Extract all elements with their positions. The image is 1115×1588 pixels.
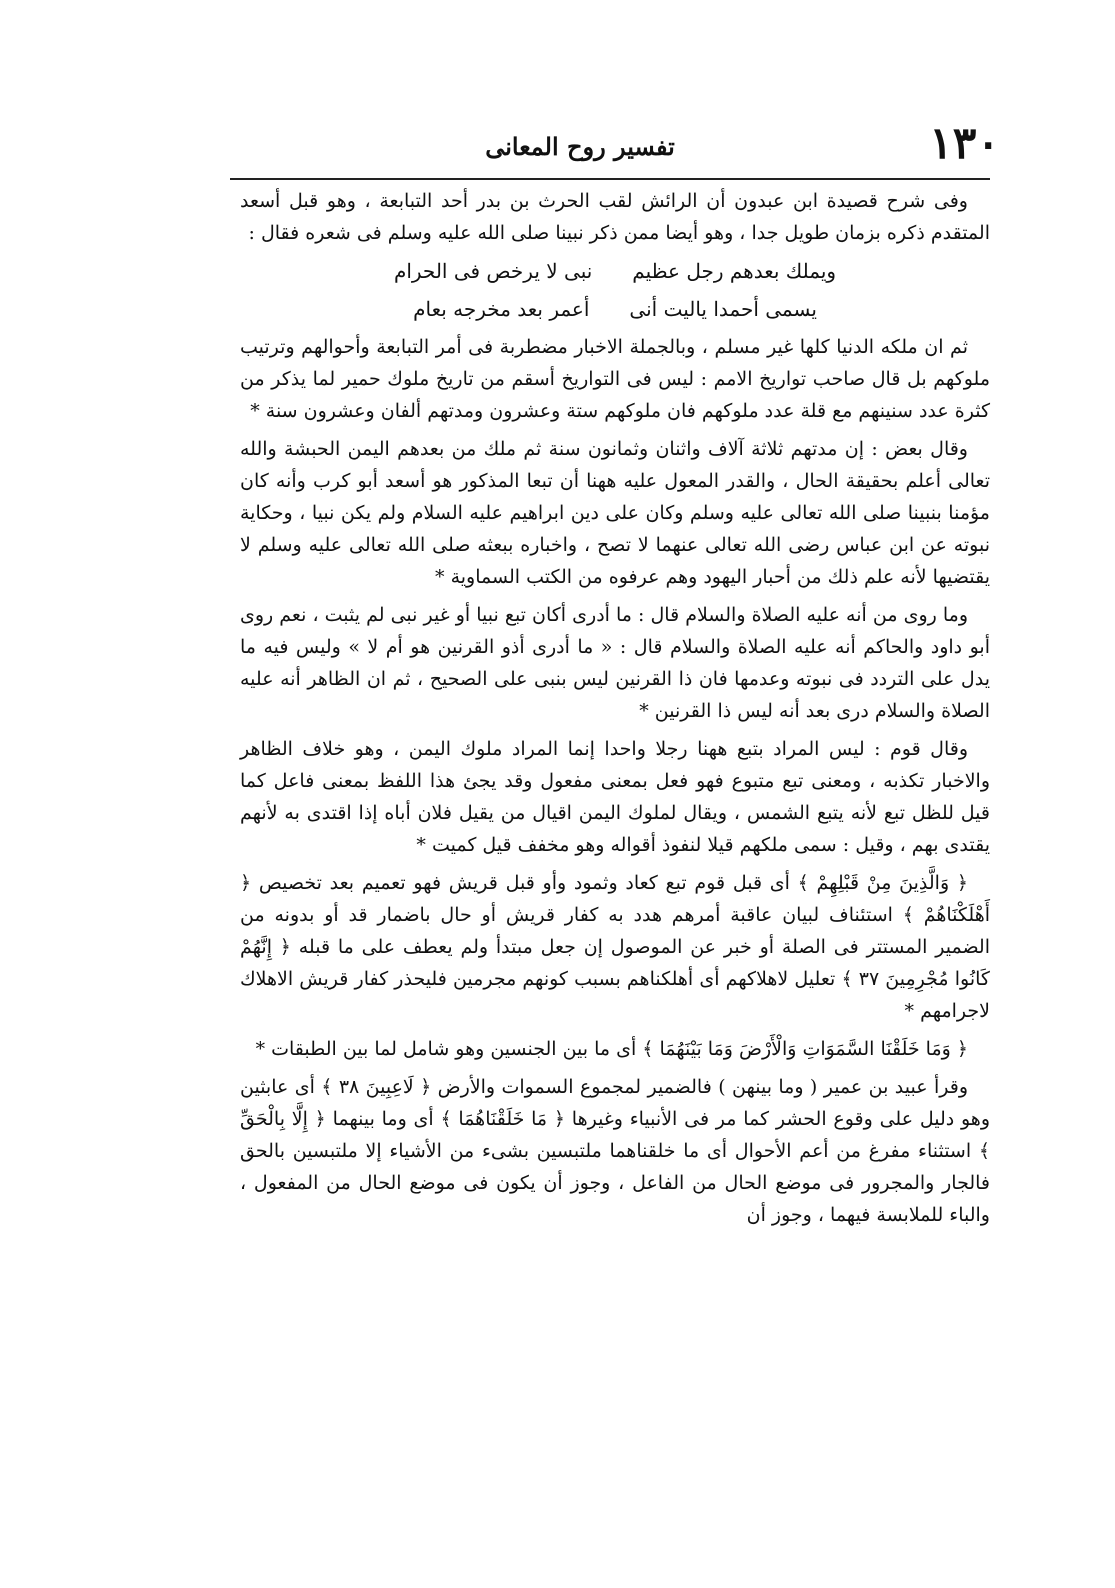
paragraph: وما روى من أنه عليه الصلاة والسلام قال : ما أدرى أكان تبع نبيا أو غير نبى لم يثبت ، نعم روى أبو داود والحاكم أنه عليه الصلاة والسلام قال : « ما أدرى أذو القرنين هو أم لا » وليس فيه ما يدل على التردد فى نبوته وعدمها فان ذا القرنين ليس بنبى على الصحيح ، ثم ان الظاهر أنه عليه الصلاة والسلام درى بعد أنه ليس ذا القرنين * [240, 604, 990, 722]
verse-hemistich: ويملك بعدهم رجل عظيم [632, 259, 837, 283]
paragraph: وفى شرح قصيدة ابن عبدون أن الرائش لقب الحرث بن بدر أحد التبابعة ، وهو قبل أسعد المتقدم ذكره بزمان طويل جدا ، وهو أيضا ممن ذكر نبينا صلى الله عليه وسلم فى شعره فقال : [240, 190, 990, 244]
verse-hemistich: يسمى أحمدا ياليت أنى [629, 297, 817, 321]
poem-verse [240, 255, 990, 287]
paragraph: وقرأ عبيد بن عمير ( وما بينهن ) فالضمير لمجموع السموات والأرض ﴿ لَاعِبِينَ ٣٨ ﴾ أى عابثين وهو دليل على وقوع الحشر كما مر فى الأنبياء وغيرها ﴿ مَا خَلَقْنَاهُمَا ﴾ أى وما بينهما ﴿ إِلَّا بِالْحَقِّ ﴾ استثناء مفرغ من أعم الأحوال أى ما خلقناهما ملتبسين بشىء من الأشياء إلا ملتبسين بالحق فالجار والمجرور فى موضع الحال من الفاعل ، وجوز أن يكون فى موضع الحال من المفعول ، والباء للملابسة فيهما ، وجوز أن [240, 1076, 990, 1226]
page-header [200, 118, 1000, 178]
paragraph: وقال بعض : إن مدتهم ثلاثة آلاف واثنان وثمانون سنة ثم ملك من بعدهم اليمن الحبشة والله تعالى أعلم بحقيقة الحال ، والقدر المعول عليه ههنا أن تبعا المذكور هو أسعد أبو كرب وأنه كان مؤمنا بنبينا صلى الله تعالى عليه وسلم وكان على دين ابراهيم عليه السلام ولم يكن نبيا ، وحكاية نبوته عن ابن عباس رضى الله تعالى عنهما لا تصح ، واخباره ببعثه صلى الله تعالى عليه وسلم لا يقتضيها لأنه علم ذلك من أحبار اليهود وهم عرفوه من الكتب السماوية * [240, 438, 990, 588]
paragraph: ﴿ وَمَا خَلَقْنَا السَّمَوَاتِ وَالْأَرْضَ وَمَا بَيْنَهُمَا ﴾ أى ما بين الجنسين وهو شامل لما بين الطبقات * [255, 1038, 968, 1060]
verse-hemistich: نبى لا يرخص فى الحرام [393, 259, 593, 283]
page-number: ١٣٠ [929, 118, 1000, 169]
header-divider [230, 178, 990, 180]
paragraph: ﴿ وَالَّذِينَ مِنْ قَبْلِهِمْ ﴾ أى قبل قوم تبع كعاد وثمود وأو قبل قريش فهو تعميم بعد تخصيص ﴿ أَهْلَكْنَاهُمْ ﴾ استئناف لبيان عاقبة أمرهم هدد به كفار قريش أو حال باضمار قد أو بدونه من الضمير المستتر فى الصلة أو خبر عن الموصول إن جعل مبتدأ ولم يعطف على ما قبله ﴿ إِنَّهُمْ كَانُوا مُجْرِمِينَ ٣٧ ﴾ تعليل لاهلاكهم أى أهلكناهم بسبب كونهم مجرمين فليحذر كفار قريش الاهلاك لاجرامهم * [240, 872, 990, 1022]
paragraph: ثم ان ملكه الدنيا كلها غير مسلم ، وبالجملة الاخبار مضطربة فى أمر التبابعة وأحوالهم وترتيب ملوكهم بل قال صاحب تواريخ الامم : ليس فى التواريخ أسقم من تاريخ ملوك حمير لما يذكر من كثرة عدد سنينهم مع قلة عدد ملوكهم فان ملوكهم ستة وعشرون ومدتهم ألفان وعشرون سنة * [240, 336, 990, 422]
poem-verse [240, 293, 990, 325]
paragraph: وقال قوم : ليس المراد بتبع ههنا رجلا واحدا إنما المراد ملوك اليمن ، وهو خلاف الظاهر والاخبار تكذبه ، ومعنى تبع متبوع فهو فعل بمعنى مفعول وقد يجئ هذا اللفظ بمعنى فاعل كما قيل للظل تبع لأنه يتبع الشمس ، ويقال لملوك اليمن اقيال من يقيل فلان أباه إذا اقتدى به لأنهم يقتدى بهم ، وقيل : سمى ملكهم قيلا لنفوذ أقواله وهو مخفف قيل كميت * [240, 738, 990, 856]
book-title: تفسير روح المعانى [485, 132, 675, 161]
body-text [240, 185, 990, 1237]
verse-hemistich: أعمر بعد مخرجه بعام [413, 297, 590, 321]
